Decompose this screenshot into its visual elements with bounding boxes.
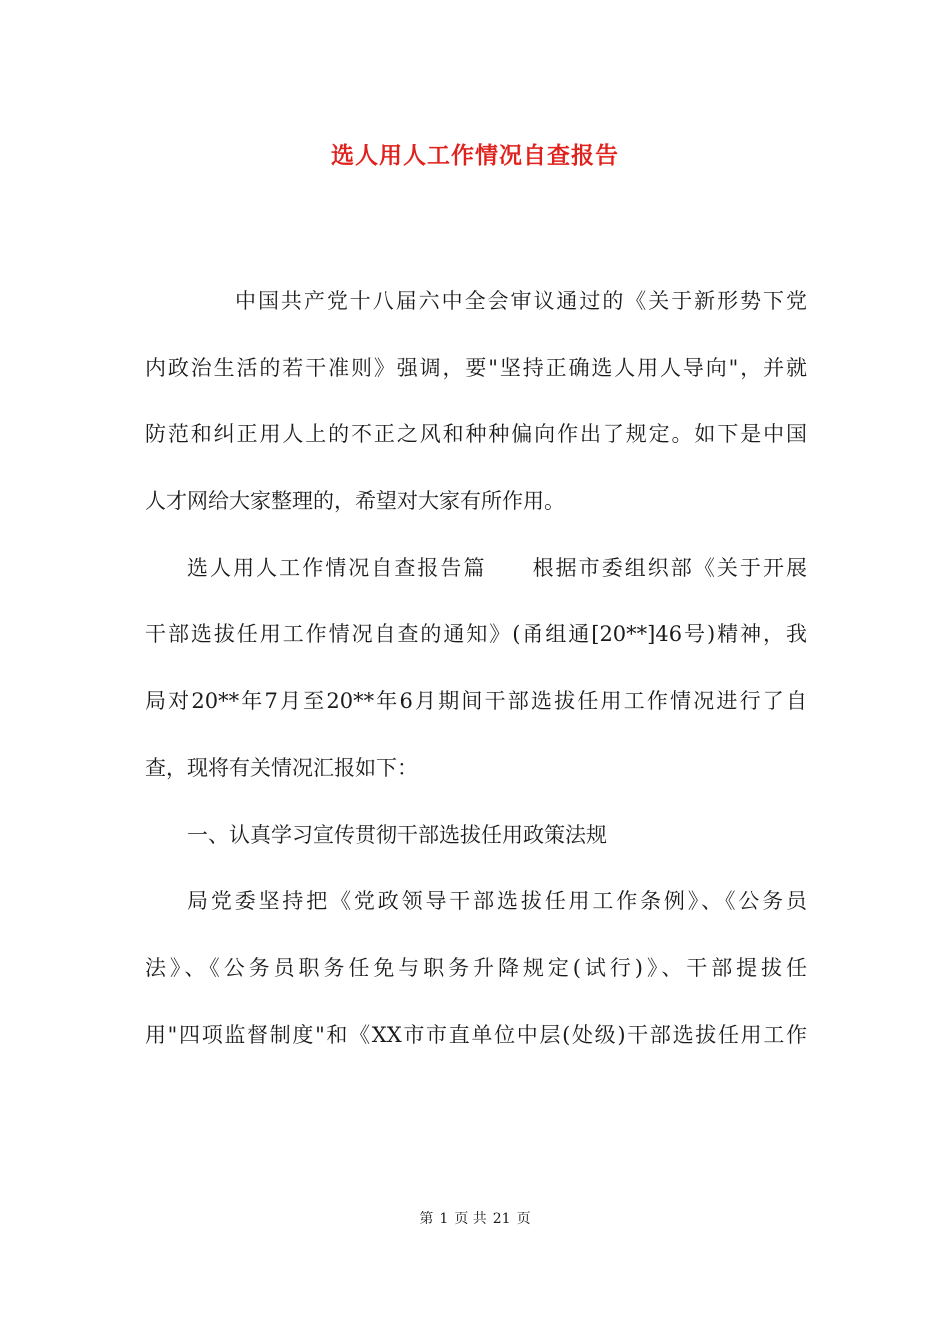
section-heading: 一、认真学习宣传贯彻干部选拔任用政策法规	[187, 822, 607, 847]
body-line: 中国共产党十八届六中全会审议通过的《关于新形势下党	[235, 289, 807, 313]
body-line: 内政治生活的若干准则》强调，要"坚持正确选人用人导向"，并就	[145, 355, 807, 380]
body-line: 干部选拔任用工作情况自查的通知》(甬组通[20**]46号)精神，我	[145, 622, 807, 647]
body-line: 局党委坚持把《党政领导干部选拔任用工作条例》、《公务员	[187, 889, 807, 914]
body-line: 人才网给大家整理的，希望对大家有所作用。	[145, 489, 565, 514]
footer-middle: 页 共	[454, 1211, 487, 1227]
footer-current-page: 1	[439, 1211, 449, 1227]
body-line: 局对20**年7月至20**年6月期间干部选拔任用工作情况进行了自	[145, 689, 807, 714]
body-line: 查，现将有关情况汇报如下：	[145, 755, 418, 780]
document-body	[145, 268, 807, 1068]
document-title: 选人用人工作情况自查报告	[331, 142, 619, 169]
footer-prefix: 第	[419, 1211, 434, 1227]
body-line: 法》、《公务员职务任免与职务升降规定(试行)》、干部提拔任	[145, 955, 807, 980]
page-number-footer	[0, 1208, 950, 1228]
footer-total-pages: 21	[492, 1211, 511, 1227]
footer-suffix: 页	[516, 1211, 531, 1227]
body-line: 防范和纠正用人上的不正之风和种种偏向作出了规定。如下是中国	[145, 422, 807, 447]
body-line: 选人用人工作情况自查报告篇 根据市委组织部《关于开展	[187, 555, 807, 580]
body-line: 用"四项监督制度"和《XX市市直单位中层(处级)干部选拔任用工作	[145, 1022, 807, 1047]
